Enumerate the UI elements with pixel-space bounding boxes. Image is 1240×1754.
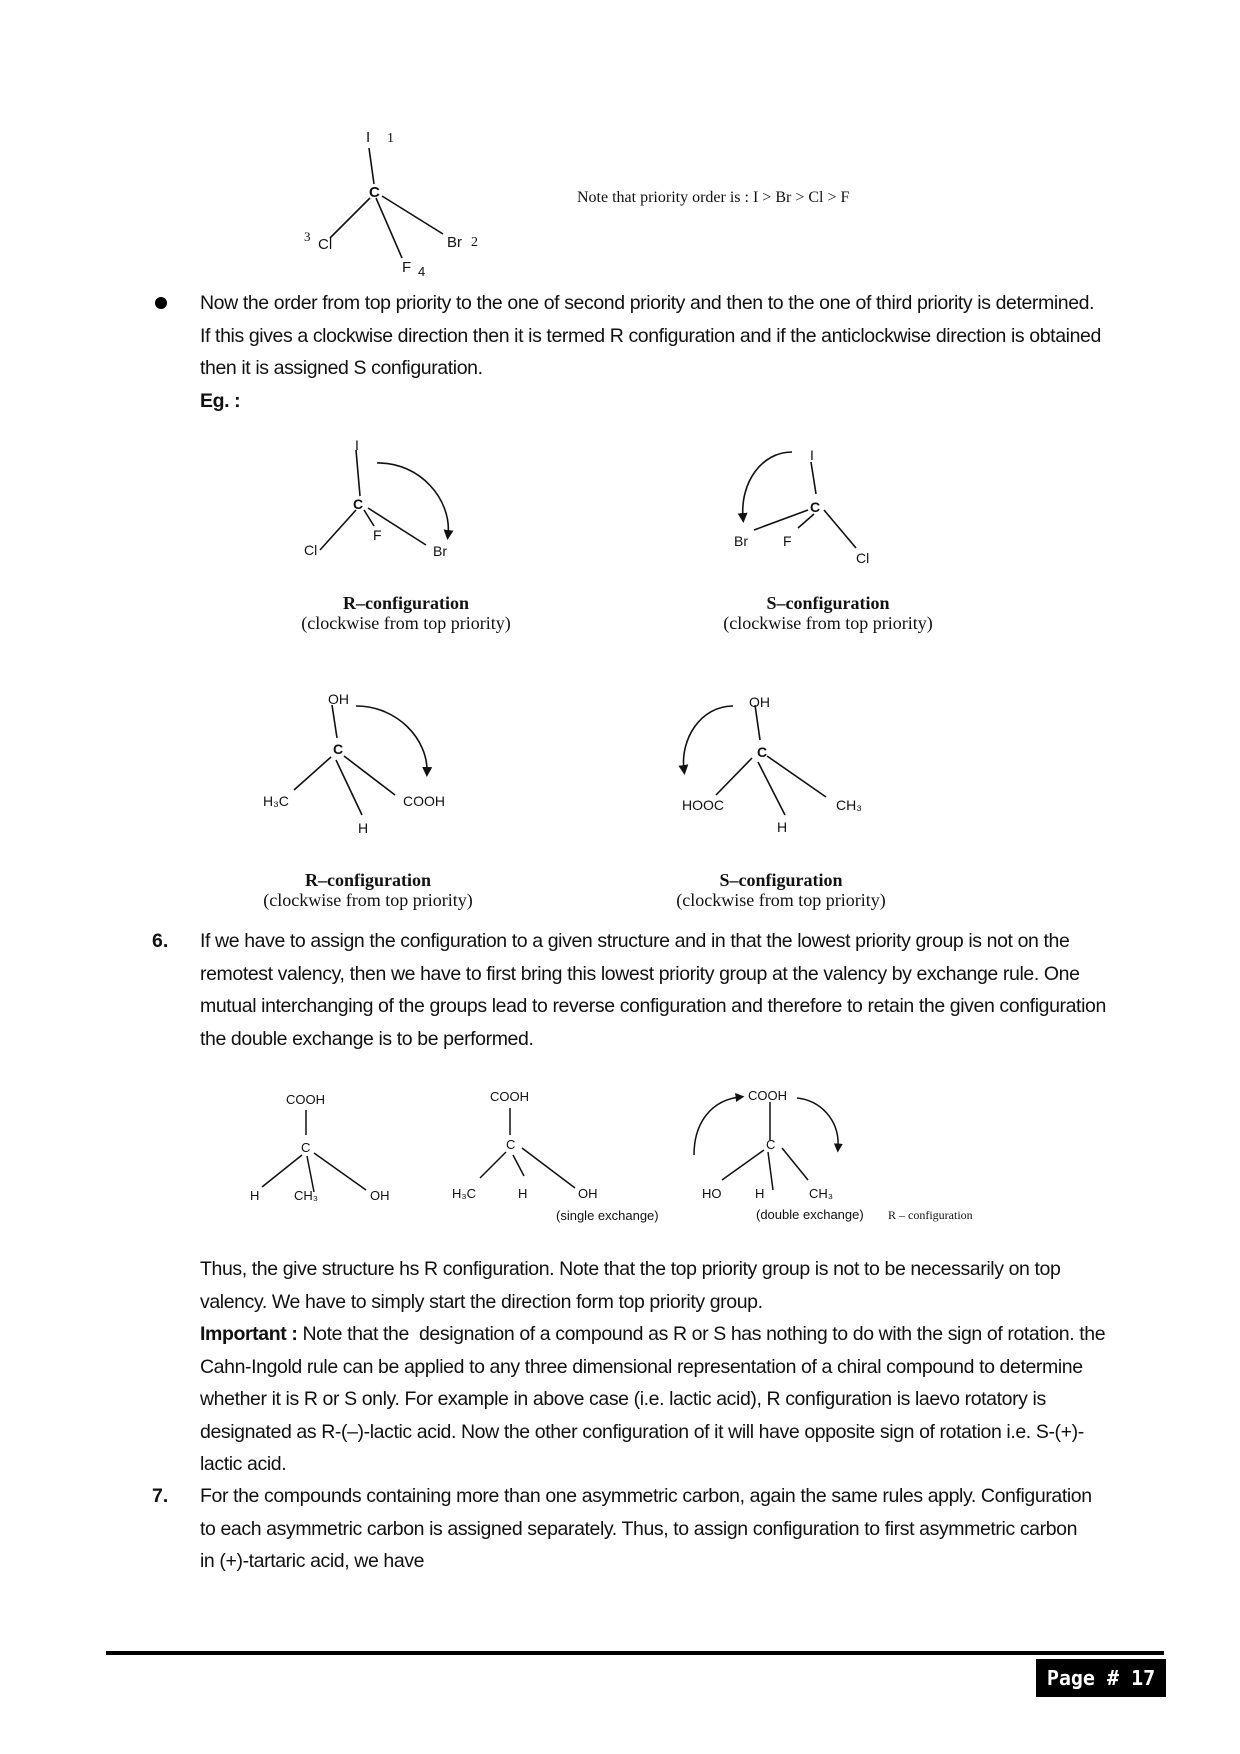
group-label: OH bbox=[749, 694, 770, 710]
carbon-label: C bbox=[766, 1137, 776, 1152]
group-label: H₃C bbox=[452, 1186, 477, 1201]
group-label: H bbox=[518, 1186, 528, 1201]
text-line: then it is assigned S configuration. bbox=[200, 357, 483, 379]
group-label: OH bbox=[328, 691, 349, 707]
priority-order-note: Note that priority order is : I > Br > Cl > F bbox=[577, 189, 850, 206]
text-line: to each asymmetric carbon is assigned separately. Thus, to assign configuration to first asymmetric carbon bbox=[200, 1517, 1078, 1540]
text-line: Thus, the give structure hs R configuration. Note that the top priority group is not to be necessarily on top bbox=[200, 1258, 1061, 1280]
carbon-label: C bbox=[369, 184, 380, 201]
footer-rule bbox=[106, 1651, 1164, 1655]
text-line bbox=[200, 1318, 1175, 1351]
carbon-label: C bbox=[301, 1140, 311, 1155]
caption-subtitle: (clockwise from top priority) bbox=[301, 613, 511, 633]
text-line: If this gives a clockwise direction then it is termed R configuration and if the anticlockwise direction is obtained bbox=[200, 324, 1101, 347]
text-line: lactic acid. bbox=[200, 1453, 287, 1475]
group-label: Cl bbox=[304, 542, 318, 558]
carbon-label: C bbox=[757, 744, 768, 760]
group-label: COOH bbox=[403, 793, 445, 809]
priority-number: 2 bbox=[471, 235, 478, 250]
caption-subtitle: (clockwise from top priority) bbox=[263, 890, 473, 910]
important-label: Important : bbox=[200, 1323, 298, 1345]
group-label: H bbox=[358, 820, 369, 836]
eg-label: Eg. : bbox=[200, 389, 241, 412]
caption-title: R–configuration bbox=[343, 593, 469, 613]
group-label: CH₃ bbox=[809, 1186, 834, 1201]
group-label: HO bbox=[702, 1186, 722, 1201]
group-label: F bbox=[402, 259, 412, 276]
group-label: H bbox=[755, 1186, 765, 1201]
text-line: the double exchange is to be performed. bbox=[200, 1027, 534, 1050]
priority-number: 1 bbox=[387, 131, 394, 146]
group-label: OH bbox=[578, 1186, 598, 1201]
group-label: Br bbox=[447, 234, 462, 251]
group-label: CH₃ bbox=[294, 1188, 319, 1203]
list-number: 7. bbox=[152, 1485, 169, 1507]
text-line: mutual interchanging of the groups lead to reverse configuration and therefore to retain the given configuration bbox=[200, 995, 1106, 1017]
text-line: whether it is R or S only. For example in above case (i.e. lactic acid), R configuration is laevo rotatory is bbox=[200, 1388, 1046, 1410]
result-label: R – configuration bbox=[888, 1208, 973, 1222]
group-label: H₃C bbox=[263, 793, 289, 809]
priority-number: 4 bbox=[418, 264, 426, 279]
carbon-label: C bbox=[506, 1137, 516, 1152]
point-7-paragraph bbox=[200, 1480, 1175, 1578]
group-label: Cl bbox=[856, 550, 870, 566]
group-label: F bbox=[783, 533, 792, 549]
group-label: CH₃ bbox=[836, 797, 862, 813]
text-line: designated as R-(–)-lactic acid. Now the other configuration of it will have opposite sign of rotation i.e. S-(+)- bbox=[200, 1420, 1084, 1443]
group-label: Br bbox=[734, 533, 748, 549]
group-label: H bbox=[250, 1188, 260, 1203]
caption-subtitle: (clockwise from top priority) bbox=[723, 613, 933, 633]
group-label: OH bbox=[370, 1188, 390, 1203]
group-label: HOOC bbox=[682, 797, 724, 813]
caption-title: S–configuration bbox=[719, 870, 843, 890]
text-line: For the compounds containing more than one asymmetric carbon, again the same rules apply. Configuration bbox=[200, 1485, 1092, 1507]
caption-title: S–configuration bbox=[766, 593, 890, 613]
group-label: COOH bbox=[286, 1092, 325, 1107]
carbon-label: C bbox=[333, 741, 344, 757]
group-label: Cl bbox=[318, 236, 333, 253]
carbon-label: C bbox=[353, 496, 364, 512]
carbon-label: C bbox=[810, 499, 821, 515]
text-line: in (+)-tartaric acid, we have bbox=[200, 1550, 425, 1572]
caption-subtitle: (clockwise from top priority) bbox=[676, 890, 886, 910]
list-number: 6. bbox=[152, 930, 169, 952]
conclusion-paragraph bbox=[200, 1253, 1175, 1481]
exchange-caption: (single exchange) bbox=[556, 1208, 659, 1223]
page-number-badge: Page # 17 bbox=[1036, 1659, 1166, 1697]
group-label: I bbox=[355, 437, 359, 453]
group-label: F bbox=[373, 527, 382, 543]
text-line: Cahn-Ingold rule can be applied to any three dimensional representation of a chiral compound to determine bbox=[200, 1355, 1083, 1378]
text-line: remotest valency, then we have to first bring this lowest priority group at the valency by exchange rule. One bbox=[200, 962, 1080, 985]
group-label: Br bbox=[433, 543, 447, 559]
text-span: Note that the designation of a compound as R or S has nothing to do with the sign of rotation. the bbox=[297, 1323, 1106, 1345]
group-label: COOH bbox=[748, 1088, 787, 1103]
text-line: valency. We have to simply start the direction form top priority group. bbox=[200, 1290, 763, 1313]
group-label: I bbox=[810, 447, 814, 463]
text-line: Now the order from top priority to the one of second priority and then to the one of third priority is determined. bbox=[200, 292, 1095, 314]
group-label: I bbox=[366, 129, 371, 146]
group-label: H bbox=[777, 819, 788, 835]
group-label: COOH bbox=[490, 1089, 529, 1104]
exchange-caption: (double exchange) bbox=[756, 1207, 864, 1222]
text-line: If we have to assign the configuration to a given structure and in that the lowest priority group is not on the bbox=[200, 930, 1070, 952]
caption-title: R–configuration bbox=[305, 870, 431, 890]
priority-number: 3 bbox=[304, 229, 311, 244]
